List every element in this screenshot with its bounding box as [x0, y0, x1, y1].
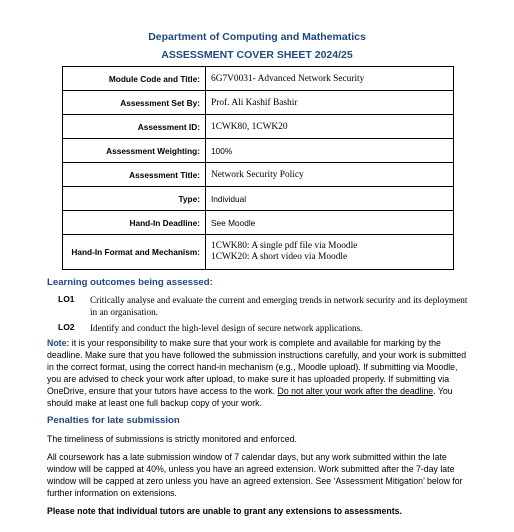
penalties-p2: All coursework has a late submission window of 7 calendar days, but any work submitted within the late window will be capped at 40%, unless you have an agreed extension. Work submitted after the 7-day late window will be capped at zero unless you have an agreed extension. See ‘Assessment Mitigation’ below for further information on extensions.	[47, 452, 463, 498]
lo1-code: LO1	[58, 294, 75, 304]
penalties-p1: The timeliness of submissions is strictly monitored and enforced.	[47, 434, 297, 444]
department-heading: Department of Computing and Mathematics	[148, 31, 366, 43]
assessment-title-value: Network Security Policy	[206, 163, 454, 187]
table-row	[63, 91, 454, 115]
format-line-2: 1CWK20: A short video via Moodle	[211, 252, 348, 262]
table-row	[63, 211, 454, 235]
weighting-value: 100%	[206, 139, 454, 163]
cover-sheet-title: ASSESSMENT COVER SHEET 2024/25	[161, 49, 353, 61]
penalties-heading: Penalties for late submission	[47, 415, 180, 426]
lo2-text: Identify and conduct the high-level design of secure network applications.	[90, 323, 363, 333]
format-line-1: 1CWK80: A single pdf file via Moodle	[211, 241, 358, 251]
table-row	[63, 187, 454, 211]
format-label: Hand-In Format and Mechanism:	[63, 235, 206, 270]
type-value: Individual	[206, 187, 454, 211]
type-label: Type:	[63, 187, 206, 211]
module-value: 6G7V0031- Advanced Network Security	[206, 67, 454, 91]
note-paragraph	[47, 338, 467, 409]
setby-label: Assessment Set By:	[63, 91, 206, 115]
weighting-label: Assessment Weighting:	[63, 139, 206, 163]
lo2-code: LO2	[58, 322, 75, 332]
outcomes-heading: Learning outcomes being assessed:	[47, 277, 213, 288]
penalties-p3: Please note that individual tutors are unable to grant any extensions to assessments.	[47, 506, 402, 516]
format-value	[206, 235, 454, 270]
table-row	[63, 67, 454, 91]
deadline-label: Hand-In Deadline:	[63, 211, 206, 235]
table-row	[63, 163, 454, 187]
lo1-text: Critically analyse and evaluate the current and emerging trends in network security and its deployment in an organisation.	[90, 295, 468, 317]
note-text-a: it is your responsibility to make sure that your work is complete and available for marking by the deadline. Make sure that you have followed the submission instructions carefully, and your work is submitted in the correct format, using the correct hand-in mechanism (e.g., Moodle upload). If submitting via Moodle, you are advised to check your work after upload, to make sure it has uploaded properly. If submitting via OneDrive, ensure that your tutors have access to the work.	[47, 338, 467, 396]
deadline-value: See Moodle	[206, 211, 454, 235]
table-row	[63, 115, 454, 139]
table-row	[63, 235, 454, 270]
module-label: Module Code and Title:	[63, 67, 206, 91]
table-row	[63, 139, 454, 163]
assessment-title-label: Assessment Title:	[63, 163, 206, 187]
id-label: Assessment ID:	[63, 115, 206, 139]
id-value: 1CWK80, 1CWK20	[206, 115, 454, 139]
note-text-b: . You should make at least one full backup copy of your work.	[47, 385, 453, 408]
note-underlined: Do not alter your work after the deadline	[277, 385, 434, 396]
note-label: Note:	[47, 338, 70, 348]
cover-table	[62, 66, 454, 270]
setby-value: Prof. Ali Kashif Bashir	[206, 91, 454, 115]
